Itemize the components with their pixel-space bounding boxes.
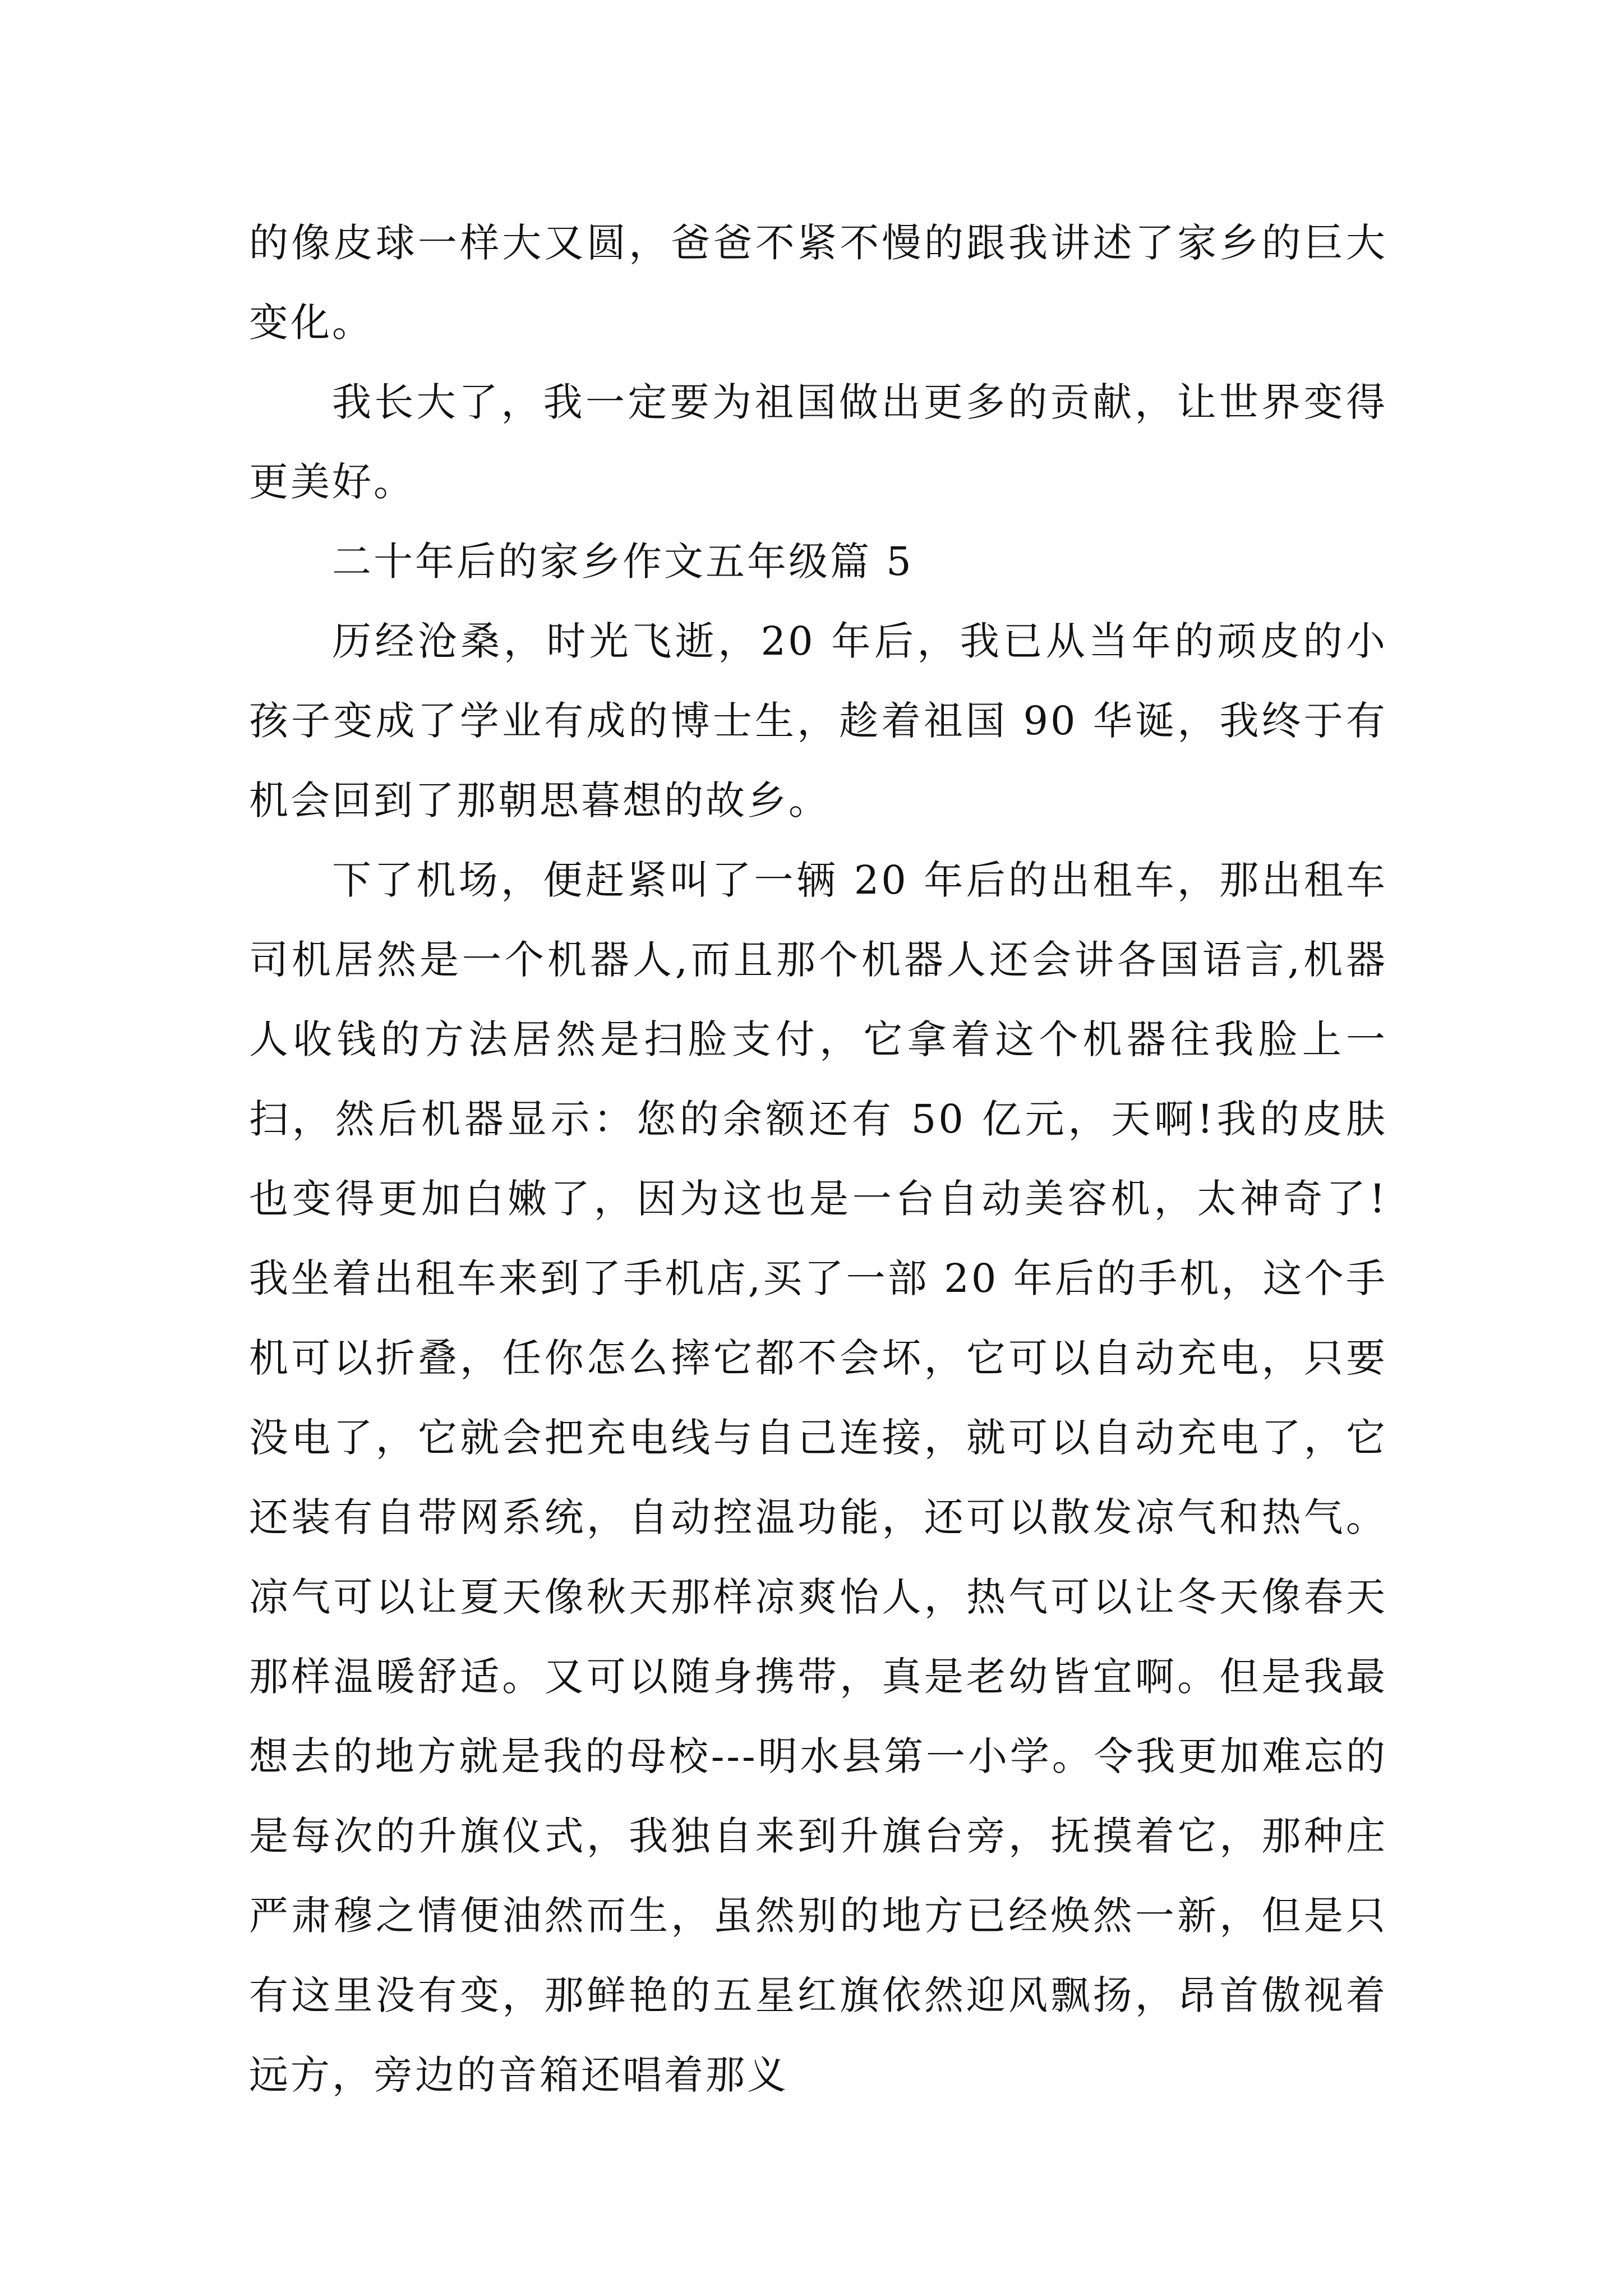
- document-body: [249, 203, 1387, 2115]
- paragraph-closing: 我长大了，我一定要为祖国做出更多的贡献，让世界变得更美好。: [249, 379, 1387, 505]
- paragraph-continuation: 的像皮球一样大又圆，爸爸不紧不慢的跟我讲述了家乡的巨大变化。: [249, 220, 1387, 346]
- section-heading: 二十年后的家乡作文五年级篇 5: [332, 539, 914, 585]
- paragraph-intro: 历经沧桑，时光飞逝，20 年后，我已从当年的顽皮的小孩子变成了学业有成的博士生，趁着祖国 90 华诞，我终于有机会回到了那朝思暮想的故乡。: [249, 618, 1387, 823]
- paragraph-body: 下了机场，便赶紧叫了一辆 20 年后的出租车，那出租车司机居然是一个机器人,而且那个机器人还会讲各国语言,机器人收钱的方法居然是扫脸支付，它拿着这个机器往我脸上一扫，然后机器显示：您的余额还有 50 亿元，天啊!我的皮肤也变得更加白嫩了，因为这也是一台自动美容机，太神奇了!我坐着出租车来到了手机店,买了一部 20 年后的手机，这个手机可以折叠，任你怎么摔它都不会坏，它可以自动充电，只要没电了，它就会把充电线与自己连接，就可以自动充电了，它还装有自带网系统，自动控温功能，还可以散发凉气和热气。凉气可以让夏天像秋天那样凉爽怡人，热气可以让冬天像春天那样温暖舒适。又可以随身携带，真是老幼皆宜啊。但是我最想去的地方就是我的母校---明水县第一小学。令我更加难忘的是每次的升旗仪式，我独自来到升旗台旁，抚摸着它，那种庄严肃穆之情便油然而生，虽然别的地方已经焕然一新，但是只有这里没有变，那鲜艳的五星红旗依然迎风飘扬，昂首傲视着远方，旁边的音箱还唱着那义: [249, 857, 1387, 2098]
